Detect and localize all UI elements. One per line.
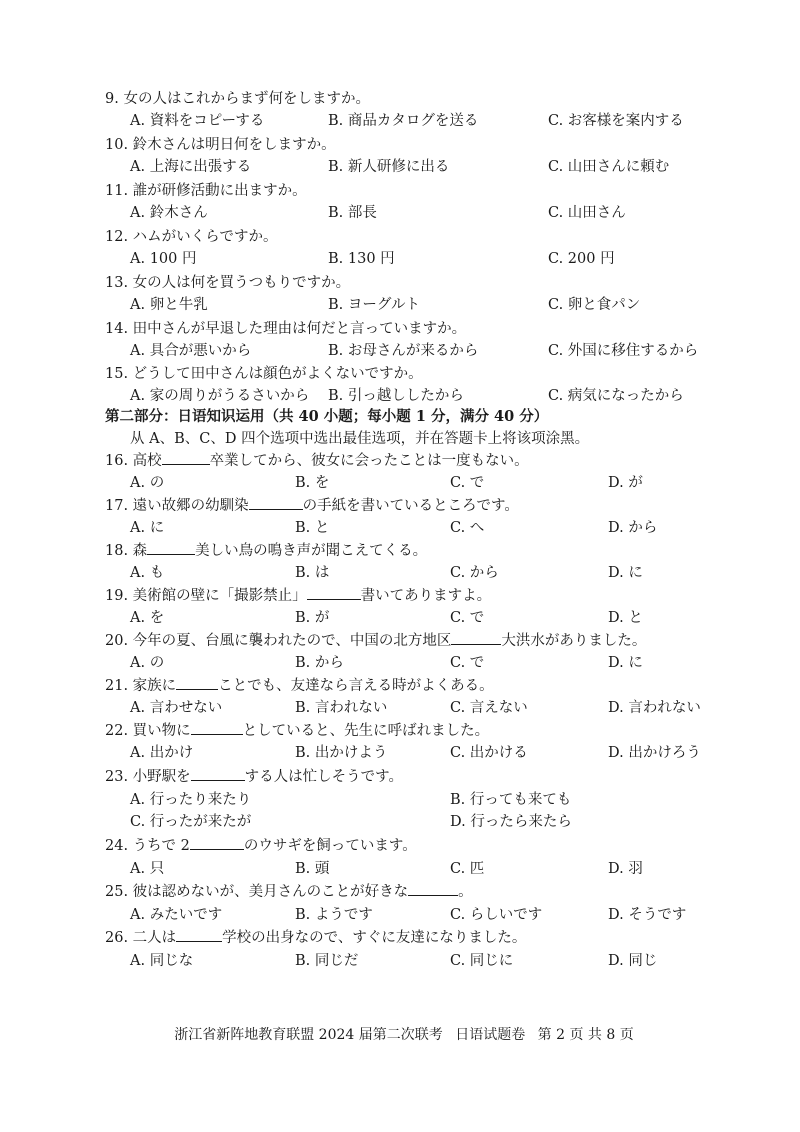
option-c: C. 外国に移住するから	[548, 343, 699, 359]
option-b: B. は	[295, 565, 330, 581]
options-11	[130, 201, 730, 221]
option-c: C. 出かける	[450, 745, 528, 761]
options-26	[130, 949, 730, 969]
option-c: C. 卵と食パン	[548, 297, 641, 313]
answer-blank	[307, 586, 361, 600]
question-text: 19. 美術館の壁に「撮影禁止」	[105, 588, 307, 604]
question-text: 25. 彼は認めないが、美月さんのことが好きな	[105, 884, 409, 900]
option-b: B. を	[295, 475, 330, 491]
options-20	[130, 651, 730, 671]
question-text-rest: ことでも、友達なら言える時がよくある。	[218, 678, 494, 694]
option-b: B. 出かけよう	[295, 745, 388, 761]
option-b: B. から	[295, 655, 344, 671]
question-15: 15. どうして田中さんは顔色がよくないですか。	[105, 366, 423, 382]
subject-title: 日语试题卷	[455, 1027, 526, 1043]
option-a: A. 出かけ	[130, 745, 194, 761]
option-b: B. 引っ越ししたから	[328, 388, 464, 404]
question-text-rest: 美しい鳥の鳴き声が聞こえてくる。	[195, 543, 428, 559]
options-21	[130, 696, 730, 716]
question-13: 13. 女の人は何を買うつもりですか。	[105, 275, 351, 291]
option-c: C. 山田さん	[548, 205, 626, 221]
option-c: C. で	[450, 475, 485, 491]
option-b: B. 頭	[295, 861, 330, 877]
answer-blank	[176, 676, 218, 690]
page-footer	[0, 1024, 800, 1044]
option-b: B. 言われない	[295, 700, 388, 716]
option-b: B. 新人研修に出る	[328, 159, 450, 175]
option-c: C. で	[450, 655, 485, 671]
option-d: D. 言われない	[608, 700, 701, 716]
option-b: B. 130 円	[328, 251, 395, 267]
question-22	[105, 719, 489, 740]
options-25	[130, 903, 730, 923]
question-text: 22. 買い物に	[105, 723, 191, 739]
option-c: C. 同じに	[450, 953, 514, 969]
option-a: A. も	[130, 565, 165, 581]
options-15	[130, 384, 730, 404]
answer-blank	[249, 496, 303, 510]
options-9	[130, 109, 730, 129]
option-a: A. の	[130, 475, 165, 491]
question-text: 23. 小野駅を	[105, 769, 191, 785]
question-18	[105, 539, 427, 560]
option-a: A. 家の周りがうるさいから	[130, 388, 310, 404]
option-a: A. 言わせない	[130, 700, 223, 716]
question-text-rest: のウサギを飼っています。	[243, 838, 417, 854]
option-d: D. 羽	[608, 861, 643, 877]
section-title: 第二部分：日语知识运用（共 40 小题；每小题 1 分，满分 40 分）	[105, 408, 549, 425]
question-text: 21. 家族に	[105, 678, 177, 694]
option-c: C. から	[450, 565, 499, 581]
question-text-rest: の手紙を書いているところです。	[302, 498, 519, 514]
answer-blank	[190, 836, 244, 850]
option-b: B. 部長	[328, 205, 377, 221]
question-12: 12. ハムがいくらですか。	[105, 229, 278, 245]
answer-blank	[451, 631, 501, 645]
option-d: D. 出かけろう	[608, 745, 701, 761]
options-12	[130, 247, 730, 267]
question-21	[105, 674, 494, 695]
options-23-row2	[130, 810, 730, 830]
option-b: B. 行っても来ても	[450, 792, 572, 808]
option-a: A. みたいです	[130, 907, 223, 923]
option-d: D. 同じ	[608, 953, 658, 969]
option-c: C. 病気になったから	[548, 388, 684, 404]
question-text-rest: としていると、先生に呼ばれました。	[242, 723, 490, 739]
option-c: C. 言えない	[450, 700, 528, 716]
option-a: A. 100 円	[130, 251, 197, 267]
answer-blank	[408, 882, 458, 896]
option-b: B. 同じだ	[295, 953, 359, 969]
question-text: 16. 高校	[105, 453, 162, 469]
option-c: C. 200 円	[548, 251, 615, 267]
option-b: B. が	[295, 610, 330, 626]
question-text-rest: する人は忙しそうです。	[244, 769, 404, 785]
question-text-rest: 卒業してから、彼女に会ったことは一度もない。	[209, 453, 529, 469]
option-a: A. 行ったり来たり	[130, 792, 252, 808]
question-16	[105, 449, 529, 470]
option-d: D. から	[608, 520, 658, 536]
option-c: C. 山田さんに頼む	[548, 159, 670, 175]
question-23	[105, 765, 403, 786]
option-b: B. と	[295, 520, 330, 536]
options-18	[130, 561, 730, 581]
option-d: D. が	[608, 475, 643, 491]
option-c: C. で	[450, 610, 485, 626]
question-text-rest: 学校の出身なので、すぐに友達になりました。	[222, 930, 527, 946]
option-c: C. へ	[450, 520, 485, 536]
question-text-rest: 。	[458, 884, 473, 900]
section-instruction: 从 A、B、C、D 四个选项中选出最佳选项，并在答题卡上将该项涂黑。	[130, 431, 590, 447]
answer-blank	[147, 541, 195, 555]
option-b: B. ヨーグルト	[328, 297, 420, 313]
option-d: D. に	[608, 565, 643, 581]
question-text-rest: 大洪水がありました。	[501, 633, 647, 649]
answer-blank	[162, 451, 210, 465]
question-11: 11. 誰が研修活動に出ますか。	[105, 183, 307, 199]
options-16	[130, 471, 730, 491]
question-text: 20. 今年の夏、台風に襲われたので、中国の北方地区	[105, 633, 452, 649]
question-20	[105, 629, 646, 650]
question-text: 24. うちで 2	[105, 838, 190, 854]
options-19	[130, 606, 730, 626]
answer-blank	[191, 767, 245, 781]
option-a: A. 資料をコピーする	[130, 113, 265, 129]
question-text: 26. 二人は	[105, 930, 177, 946]
option-a: A. に	[130, 520, 165, 536]
question-9: 9. 女の人はこれからまず何をしますか。	[105, 91, 370, 107]
option-a: A. の	[130, 655, 165, 671]
options-10	[130, 155, 730, 175]
answer-blank	[176, 928, 222, 942]
options-24	[130, 857, 730, 877]
answer-blank	[191, 721, 243, 735]
option-b: B. ようです	[295, 907, 373, 923]
options-17	[130, 516, 730, 536]
option-c: C. 匹	[450, 861, 485, 877]
option-c: C. お客様を案内する	[548, 113, 684, 129]
option-a: A. 上海に出張する	[130, 159, 252, 175]
option-d: D. に	[608, 655, 643, 671]
option-a: A. 同じな	[130, 953, 194, 969]
option-d: D. 行ったら来たら	[450, 814, 572, 830]
option-c: C. 行ったが来たが	[130, 814, 252, 830]
option-a: A. 卵と牛乳	[130, 297, 208, 313]
option-b: B. お母さんが来るから	[328, 343, 479, 359]
question-24	[105, 834, 417, 855]
options-22	[130, 741, 730, 761]
option-b: B. 商品カタログを送る	[328, 113, 479, 129]
question-text-rest: 書いてありますよ。	[360, 588, 492, 604]
option-a: A. 鈴木さん	[130, 205, 208, 221]
option-c: C. らしいです	[450, 907, 543, 923]
page-number: 第 2 页 共 8 页	[537, 1027, 634, 1043]
options-13	[130, 293, 730, 313]
question-26	[105, 926, 526, 947]
option-d: D. と	[608, 610, 643, 626]
question-19	[105, 584, 491, 605]
option-a: A. 具合が悪いから	[130, 343, 252, 359]
option-a: A. を	[130, 610, 165, 626]
option-a: A. 只	[130, 861, 165, 877]
question-25	[105, 880, 473, 901]
question-10: 10. 鈴木さんは明日何をしますか。	[105, 137, 336, 153]
question-text: 17. 遠い故郷の幼馴染	[105, 498, 249, 514]
question-14: 14. 田中さんが早退した理由は何だと言っていますか。	[105, 321, 467, 337]
question-17	[105, 494, 519, 515]
option-d: D. そうです	[608, 907, 687, 923]
options-14	[130, 339, 730, 359]
question-text: 18. 森	[105, 543, 148, 559]
options-23-row1	[130, 788, 730, 808]
exam-title: 浙江省新阵地教育联盟 2024 届第二次联考	[174, 1027, 443, 1043]
